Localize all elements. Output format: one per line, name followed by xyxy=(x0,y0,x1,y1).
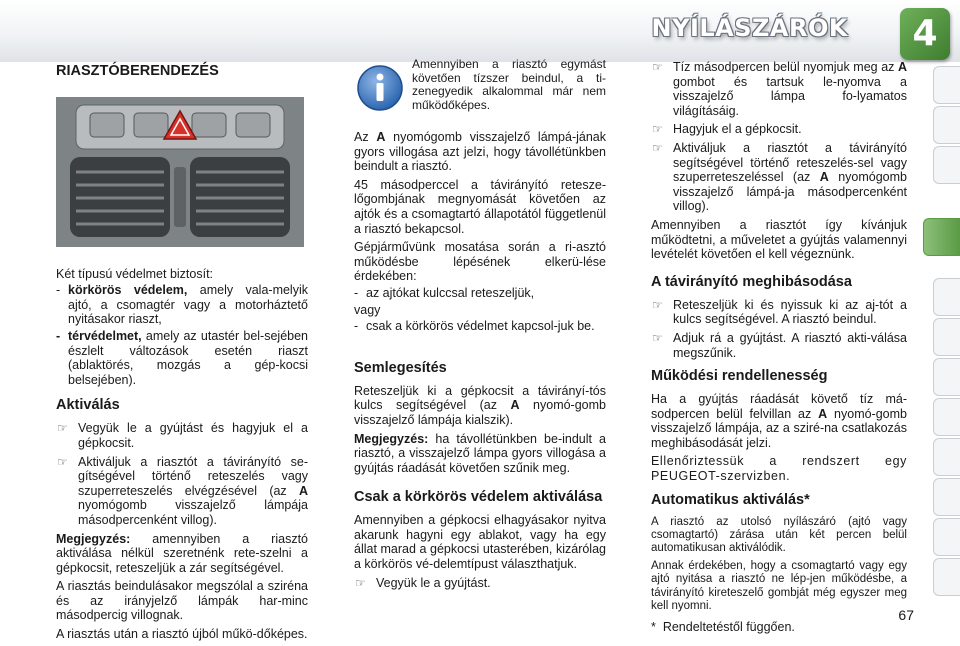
activation-step-2: ☞ Aktiváljuk a riasztót a távirányító se-gítségével történő reteszelés vagy szuperreteszelés elvégzésével (az A nyomógomb visszajelző lámpája másodpercenként villog). xyxy=(57,454,308,527)
perimeter-step-2: ☞ Tíz másodpercen belül nyomjuk meg az A gombot és tartsuk le-nyomva a visszajelző lámpa fo-lyamatos világításáig. xyxy=(652,60,907,118)
perimeter-step-3: ☞ Hagyjuk el a gépkocsit. xyxy=(652,122,802,137)
pointing-hand-icon: ☞ xyxy=(652,140,663,155)
note-neutralisation: Megjegyzés: ha távollétünkben be-indult a riasztó, a visszajelző lámpa gyors villogása a gyújtás ráadását követően szűnik meg. xyxy=(354,431,606,475)
para-alarm-ready: A riasztás után a riasztó újból műkö-dőképes. xyxy=(56,627,308,642)
chapter-number-badge: 4 xyxy=(900,8,950,60)
chapter-tab-5[interactable] xyxy=(933,278,960,316)
chapter-tab-8[interactable] xyxy=(933,398,960,436)
section-title-auto-activation: Automatikus aktiválás* xyxy=(651,491,810,508)
para-repeat-operation: Amennyiben a riasztót így kívánjuk működtetni, a műveletet a gyújtás valamennyi levételét követően el kell végeznünk. xyxy=(651,217,907,262)
column-left xyxy=(56,52,308,646)
para-auto-activation: A riasztó az utolsó nyílászáró (ajtó vagy csomagtartó) zárása után két percen belül automatikusan aktiválódik. xyxy=(651,515,907,555)
chapter-tab-9[interactable] xyxy=(933,438,960,476)
info-icon xyxy=(356,64,404,112)
chapter-tab-4-active[interactable] xyxy=(923,218,960,256)
dashboard-photo-svg xyxy=(56,97,304,247)
protection-item-perimeter: - körkörös védelem, amely vala-melyik ajtó, a csomagtér vagy a motorháztető nyitásakor riaszt, xyxy=(56,283,308,327)
section-main-title: RIASZTÓBERENDEZÉS xyxy=(56,63,219,79)
chapter-tab-strip xyxy=(930,66,960,626)
para-45-seconds: 45 másodperccel a távirányító retesze-lőgombjának megnyomását követően az ajtók és a csomagtartó állapotától függetlenül a riasztó bekapcsol. xyxy=(354,177,606,236)
chapter-tab-1[interactable] xyxy=(933,66,960,104)
chapter-tab-3[interactable] xyxy=(933,146,960,184)
pointing-hand-icon: ☞ xyxy=(652,122,663,137)
section-title-activation: Aktiválás xyxy=(56,397,120,414)
section-title-malfunction: Működési rendellenesség xyxy=(651,368,828,385)
para-auto-note: Annak érdekében, hogy a csomagtartó vagy egy ajtó nyitása a riasztó ne lép-jen működésbe, a távirányító kireteszelő gombját még egyszer meg kell nyomni. xyxy=(651,559,907,613)
para-perimeter-only: Amennyiben a gépkocsi elhagyásakor nyitva akarunk hagyni egy ablakot, vagy ha egy állat marad a gépkocsi utasterében, kizárólag a körkörös vé-delemtípust választhatjuk. xyxy=(354,513,606,572)
info-box xyxy=(354,58,606,124)
page-number: 67 xyxy=(898,607,914,623)
pointing-hand-icon: ☞ xyxy=(355,575,366,590)
chapter-tab-12[interactable] xyxy=(933,558,960,596)
section-title-neutralisation: Semlegesítés xyxy=(354,359,447,376)
fault-step-1: ☞ Reteszeljük ki és nyissuk ki az aj-tót a kulcs segítségével. A riasztó beindul. xyxy=(652,297,907,327)
section-title-remote-fault: A távirányító meghibásodása xyxy=(651,273,852,290)
pointing-hand-icon: ☞ xyxy=(57,454,68,469)
chapter-tab-7[interactable] xyxy=(933,358,960,396)
pointing-hand-icon: ☞ xyxy=(652,60,663,74)
para-neutralisation: Reteszeljük ki a gépkocsit a távirányí-tós kulcs segítségével (az A nyomó-gomb visszajelző lámpája kialszik). xyxy=(354,383,606,427)
para-vehicle-wash: Gépjárművünk mosatása során a ri-asztó működésbe lépésének elkerü-lése érdekében: xyxy=(354,240,606,284)
para-alarm-trigger: A riasztás beindulásakor megszólal a sziréna és az irányjelző lámpák har-minc másodpercig villognak. xyxy=(56,579,308,623)
column-right xyxy=(651,60,907,638)
chapter-tab-2[interactable] xyxy=(933,106,960,144)
chapter-tab-11[interactable] xyxy=(933,518,960,556)
footnote: * Rendeltetéstől függően. xyxy=(651,619,795,634)
protection-item-volumetric: - térvédelmet, amely az utastér bel-sejében észlelt változások esetén riaszt (ablaktörés, mozgás a gép-kocsi belsejében). xyxy=(56,328,308,387)
note-activation: Megjegyzés: amennyiben a riasztó aktiválása nélkül szeretnénk rete-szelni a gépkocsit, reteszeljük a zár segítségével. xyxy=(56,531,308,575)
perimeter-step-1: ☞ Vegyük le a gyújtást. xyxy=(355,575,491,590)
fault-step-2: ☞ Adjuk rá a gyújtást. A riasztó akti-válása megszűnik. xyxy=(652,330,907,360)
chapter-title: NYÍLÁSZÁRÓK xyxy=(651,14,848,42)
or-word: vagy xyxy=(354,302,381,317)
wash-option-key-lock: - az ajtókat kulccsal reteszeljük, xyxy=(354,285,535,300)
activation-step-1: ☞ Vegyük le a gyújtást és hagyjuk el a gépkocsit. xyxy=(57,421,308,450)
pointing-hand-icon: ☞ xyxy=(652,330,663,345)
dashboard-hazard-button-photo xyxy=(56,97,304,247)
para-malfunction: Ha a gyújtás ráadását követő tíz má-sodpercen belül felvillan az A nyomó-gomb visszajelző lámpája, az a sziré-na csatlakozás meghibásodását jelzi. xyxy=(651,392,907,450)
column-middle xyxy=(354,58,606,594)
section-title-perimeter-only: Csak a körkörös védelem aktiválása xyxy=(354,489,603,506)
chapter-tab-6[interactable] xyxy=(933,318,960,356)
intro-text: Két típusú védelmet biztosít: xyxy=(56,266,214,281)
chapter-tab-10[interactable] xyxy=(933,478,960,516)
perimeter-step-4: ☞ Aktiváljuk a riasztót a távirányító segítségével történő reteszelés-sel vagy szuperreteszeléssel (az A nyomógomb visszajelző lámpá-ja másodpercenként villog). xyxy=(652,140,907,214)
wash-option-perimeter-only: - csak a körkörös védelmet kapcsol-juk be. xyxy=(354,319,595,334)
info-box-text: Amennyiben a riasztó egymást követően tízszer beindul, a ti-zenegyedik alkalommal már nem működőképes. xyxy=(412,57,606,112)
pointing-hand-icon: ☞ xyxy=(652,297,663,312)
para-malfunction-check: Ellenőriztessük a rendszert egy PEUGEOT-szervizben. xyxy=(651,454,907,484)
pointing-hand-icon: ☞ xyxy=(57,421,68,436)
para-a-button: Az A nyomógomb visszajelző lámpá-jának gyors villogása azt jelzi, hogy távollétünkben beindult a riasztó. xyxy=(354,130,607,174)
